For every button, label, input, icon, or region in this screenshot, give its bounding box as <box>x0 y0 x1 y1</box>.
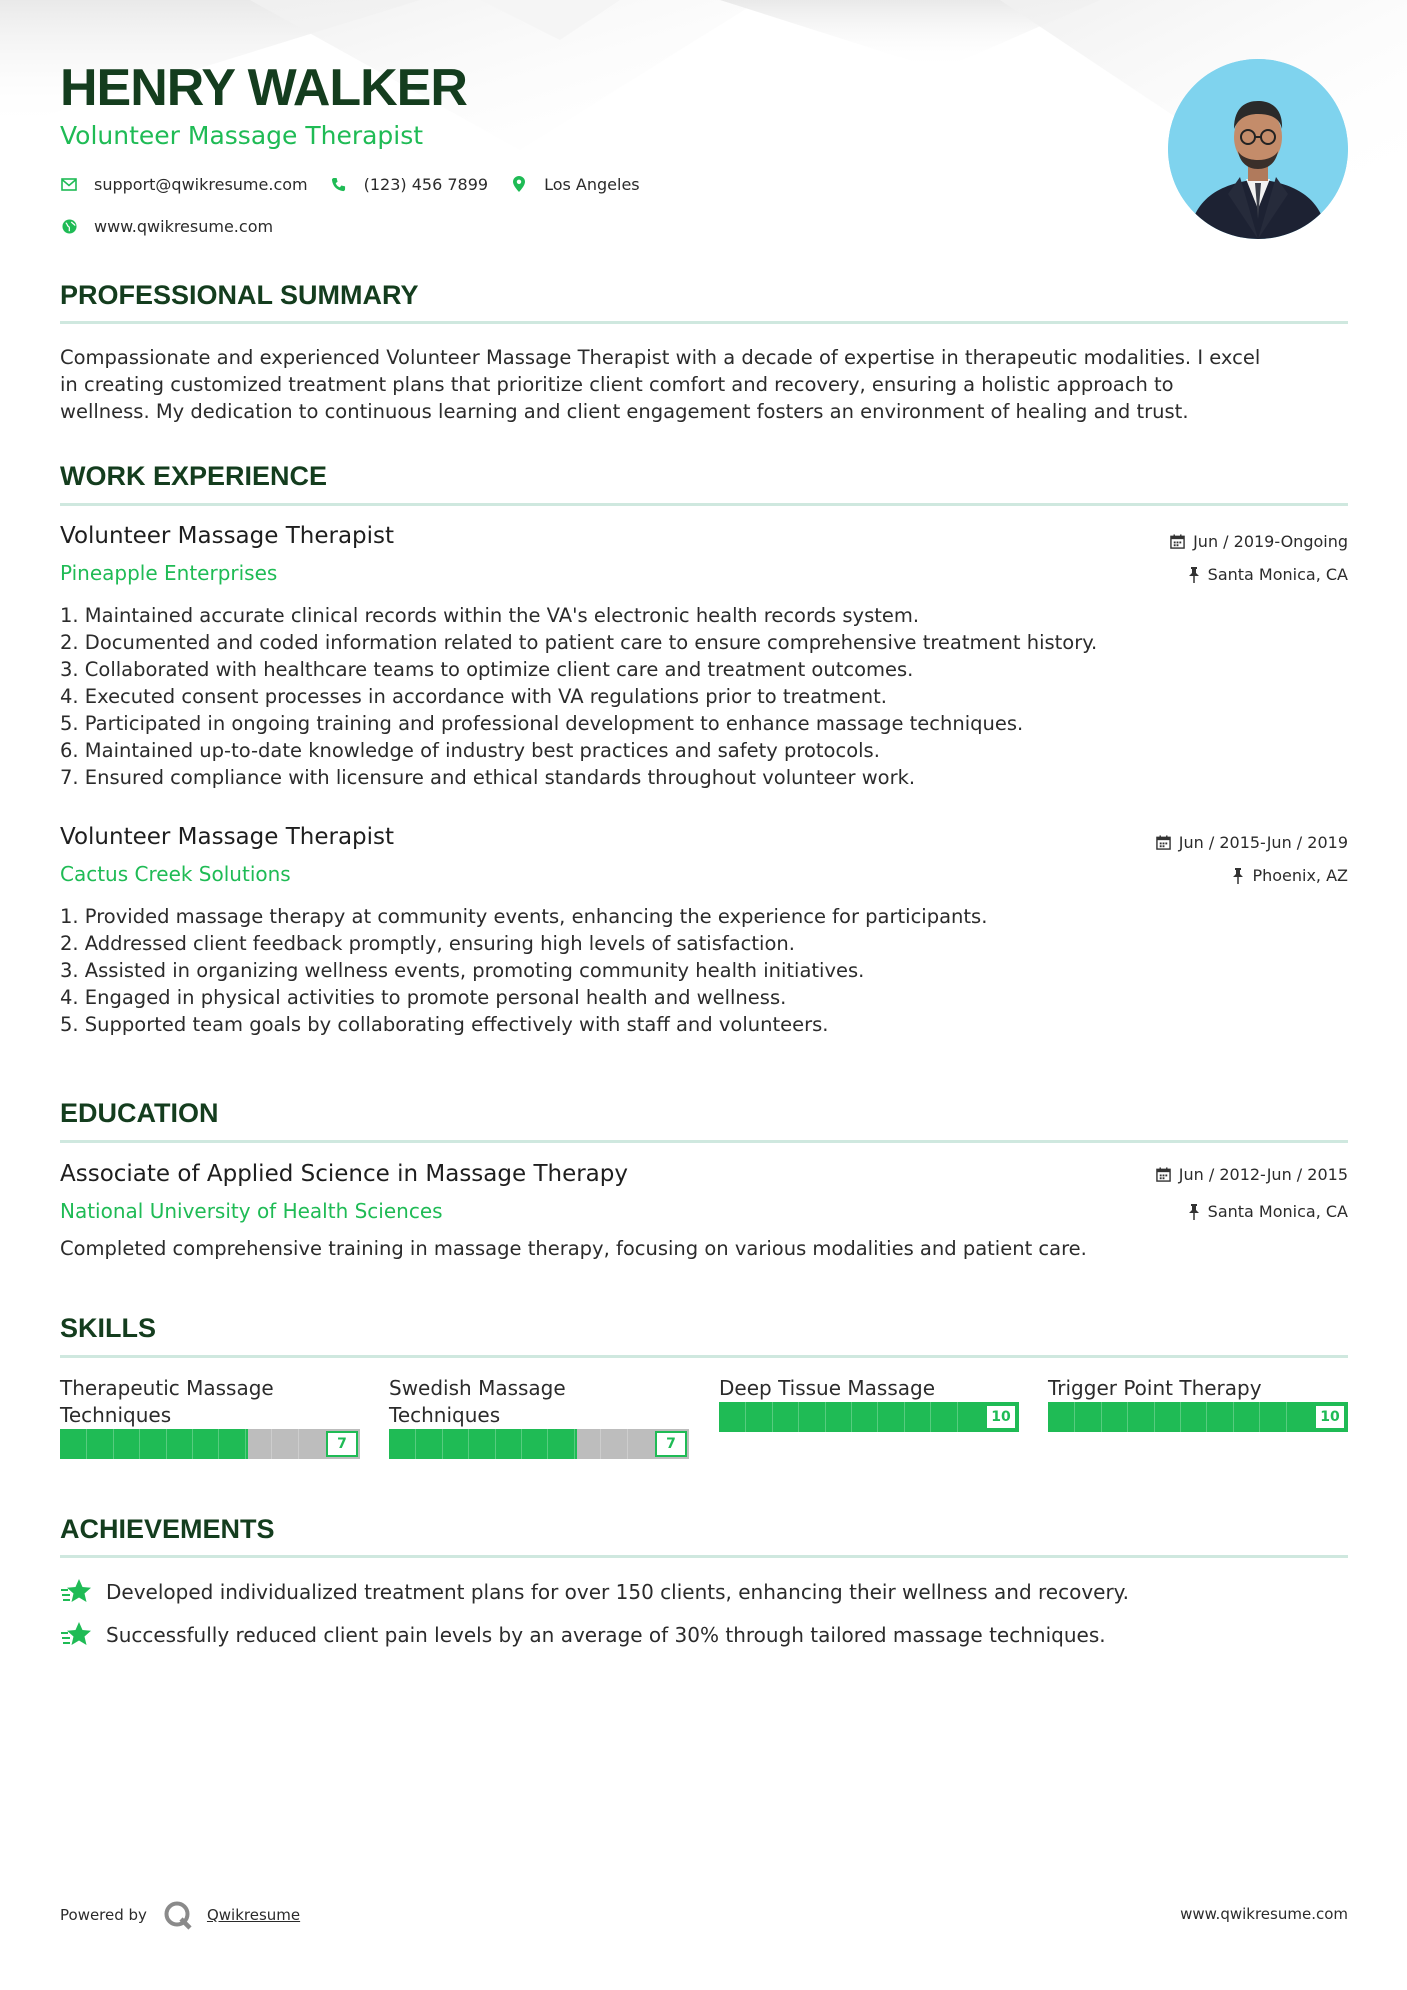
achievement-item <box>60 1576 1129 1608</box>
skill-name <box>1048 1375 1348 1402</box>
skill-bar-segment <box>1233 1402 1234 1432</box>
location-text: Santa Monica, CA <box>1207 1202 1348 1221</box>
skill-name-line: Techniques <box>60 1403 172 1427</box>
list-item: 6. Maintained up-to-date knowledge of industry best practices and safety protocols. <box>60 739 880 762</box>
header <box>60 58 467 152</box>
pushpin-icon <box>1188 567 1200 583</box>
skill-level-bar <box>389 1429 689 1459</box>
skill-bar-segment <box>745 1402 746 1432</box>
skill-bar-segment <box>442 1429 443 1459</box>
list-item: 5. Participated in ongoing training and professional development to enhance massage techniques. <box>60 712 1024 735</box>
dates-text: Jun / 2015-Jun / 2019 <box>1178 833 1348 852</box>
skill-bar-segment <box>86 1429 87 1459</box>
skill-bar-fill <box>60 1429 248 1459</box>
skill-name-line: Deep Tissue Massage <box>719 1376 936 1400</box>
skill-bar-segment <box>1101 1402 1102 1432</box>
email-text: support@qwikresume.com <box>94 174 308 194</box>
skill-bar-segment <box>1127 1402 1128 1432</box>
skill-name <box>60 1375 360 1429</box>
skill-bar-segment <box>415 1429 416 1459</box>
list-item: 2. Documented and coded information related to patient care to ensure comprehensive treatment history. <box>60 631 1098 654</box>
candidate-name: HENRY WALKER <box>60 59 467 117</box>
skill-level-bar <box>1048 1402 1348 1432</box>
section-title-summary: PROFESSIONAL SUMMARY <box>60 280 419 310</box>
section-divider <box>60 1140 1348 1143</box>
location-text: Los Angeles <box>544 174 640 194</box>
skill-bar-segment <box>798 1402 799 1432</box>
skill-bar-segment <box>904 1402 905 1432</box>
calendar-icon <box>1170 534 1185 549</box>
skill-bar-segment <box>1074 1402 1075 1432</box>
calendar-icon <box>1156 835 1171 850</box>
skill-bar-segment <box>1206 1402 1207 1432</box>
skill-bar-fill <box>389 1429 577 1459</box>
star-speed-icon <box>60 1576 92 1608</box>
skill-bar-segment <box>851 1402 852 1432</box>
skill-bar-segment <box>245 1429 246 1459</box>
phone-icon <box>330 175 348 193</box>
company-name: Pineapple Enterprises <box>60 561 278 585</box>
job-location <box>1232 866 1348 885</box>
pushpin-icon <box>1232 868 1244 884</box>
section-divider <box>60 1555 1348 1558</box>
profile-photo <box>1168 59 1348 239</box>
section-divider <box>60 321 1348 324</box>
footer-powered-by <box>60 1900 300 1930</box>
skill-bar-segment <box>1259 1402 1260 1432</box>
skill-bar-segment <box>930 1402 931 1432</box>
list-item: 2. Addressed client feedback promptly, ensuring high levels of satisfaction. <box>60 932 795 955</box>
degree-title: Associate of Applied Science in Massage Therapy <box>60 1161 628 1187</box>
skill-level-value: 10 <box>985 1404 1017 1430</box>
skill-name-line: Techniques <box>389 1403 501 1427</box>
skill-bar-segment <box>1286 1402 1287 1432</box>
pushpin-icon <box>1188 1204 1200 1220</box>
skill-name-line: Swedish Massage <box>389 1376 566 1400</box>
skill-name-line: Trigger Point Therapy <box>1048 1376 1262 1400</box>
skill-bar-segment <box>772 1402 773 1432</box>
skill-level-value: 7 <box>326 1431 358 1457</box>
footer-website[interactable]: www.qwikresume.com <box>1180 1905 1348 1923</box>
job-dates <box>1170 532 1348 551</box>
section-title-education: EDUCATION <box>60 1098 219 1128</box>
summary-line: Compassionate and experienced Volunteer Massage Therapist with a decade of expertise in therapeutic modalities. I excel <box>60 346 1261 369</box>
summary-line: wellness. My dedication to continuous learning and client engagement fosters an environment of healing and trust. <box>60 400 1189 423</box>
contact-website[interactable] <box>60 217 273 236</box>
section-title-skills: SKILLS <box>60 1313 157 1343</box>
list-item: 5. Supported team goals by collaborating effectively with staff and volunteers. <box>60 1013 829 1036</box>
summary-text <box>60 344 1350 425</box>
section-divider <box>60 1355 1348 1358</box>
skill-bar-segment <box>271 1429 272 1459</box>
school-name: National University of Health Sciences <box>60 1199 443 1223</box>
skill-bar-segment <box>166 1429 167 1459</box>
contact-info <box>60 170 662 254</box>
skill-bar-segment <box>468 1429 469 1459</box>
skill-level-bar <box>719 1402 1019 1432</box>
list-item: 1. Maintained accurate clinical records within the VA's electronic health records system. <box>60 604 920 627</box>
phone-text: (123) 456 7899 <box>363 174 489 194</box>
job-title: Volunteer Massage Therapist <box>60 523 395 549</box>
list-item: 3. Assisted in organizing wellness events, promoting community health initiatives. <box>60 959 865 982</box>
job-dates <box>1156 833 1348 852</box>
education-dates <box>1156 1165 1348 1184</box>
job-responsibilities <box>60 602 1350 791</box>
skill-level-value: 7 <box>655 1431 687 1457</box>
contact-email[interactable] <box>60 175 308 194</box>
list-item: 7. Ensured compliance with licensure and ethical standards throughout volunteer work. <box>60 766 916 789</box>
dates-text: Jun / 2019-Ongoing <box>1193 532 1348 551</box>
list-item: 3. Collaborated with healthcare teams to optimize client care and treatment outcomes. <box>60 658 914 681</box>
person-portrait-icon <box>1168 59 1348 239</box>
contact-row-1 <box>60 170 662 198</box>
dates-text: Jun / 2012-Jun / 2015 <box>1178 1165 1348 1184</box>
skill-bar-segment <box>298 1429 299 1459</box>
skill-item <box>60 1375 360 1459</box>
skill-bar-fill <box>719 1402 1019 1432</box>
skill-name <box>719 1375 1019 1402</box>
section-divider <box>60 503 1348 506</box>
candidate-title: Volunteer Massage Therapist <box>60 121 424 150</box>
skill-bar-segment <box>495 1429 496 1459</box>
skill-bar-segment <box>192 1429 193 1459</box>
skill-bar-segment <box>627 1429 628 1459</box>
job-title: Volunteer Massage Therapist <box>60 824 395 850</box>
job-responsibilities <box>60 903 1350 1038</box>
calendar-icon <box>1156 1167 1171 1182</box>
skill-level-value: 10 <box>1314 1404 1346 1430</box>
skill-bar-segment <box>600 1429 601 1459</box>
skill-bar-segment <box>218 1429 219 1459</box>
location-text: Santa Monica, CA <box>1207 565 1348 584</box>
skill-item <box>719 1375 1019 1432</box>
skill-bar-segment <box>825 1402 826 1432</box>
brand-link[interactable]: Qwikresume <box>206 1906 301 1924</box>
globe-icon <box>60 217 78 235</box>
achievement-item <box>60 1619 1106 1651</box>
skill-bar-segment <box>1180 1402 1181 1432</box>
list-item: 1. Provided massage therapy at community events, enhancing the experience for participants. <box>60 905 988 928</box>
skill-bar-segment <box>1154 1402 1155 1432</box>
skill-item <box>389 1375 689 1459</box>
skill-bar-segment <box>521 1429 522 1459</box>
star-speed-icon <box>60 1619 92 1651</box>
section-title-achievements: ACHIEVEMENTS <box>60 1514 275 1544</box>
skill-bar-segment <box>139 1429 140 1459</box>
skill-bar-fill <box>1048 1402 1348 1432</box>
list-item: 4. Executed consent processes in accordance with VA regulations prior to treatment. <box>60 685 887 708</box>
achievement-text: Developed individualized treatment plans for over 150 clients, enhancing their wellness and recovery. <box>106 1580 1130 1604</box>
website-text: www.qwikresume.com <box>94 216 274 236</box>
skill-name-line: Therapeutic Massage <box>60 1376 274 1400</box>
contact-location <box>510 175 640 194</box>
section-title-experience: WORK EXPERIENCE <box>60 461 328 491</box>
skill-bar-segment <box>547 1429 548 1459</box>
skill-bar-segment <box>877 1402 878 1432</box>
envelope-icon <box>60 175 78 193</box>
achievement-text: Successfully reduced client pain levels by an average of 30% through tailored massage techniques. <box>106 1623 1106 1647</box>
contact-phone[interactable] <box>330 175 488 194</box>
map-pin-icon <box>510 175 528 193</box>
skill-bar-segment <box>113 1429 114 1459</box>
powered-by-label: Powered by <box>60 1906 147 1924</box>
skill-level-bar <box>60 1429 360 1459</box>
skill-item <box>1048 1375 1348 1432</box>
job-location <box>1188 565 1348 584</box>
location-text: Phoenix, AZ <box>1252 866 1348 885</box>
qwikresume-logo-icon <box>163 1900 193 1930</box>
education-location <box>1188 1202 1348 1221</box>
contact-row-2 <box>60 212 662 240</box>
education-description: Completed comprehensive training in massage therapy, focusing on various modalities and patient care. <box>60 1237 1087 1260</box>
summary-line: in creating customized treatment plans that prioritize client comfort and recovery, ensuring a holistic approach to <box>60 373 1174 396</box>
skill-name <box>389 1375 689 1429</box>
list-item: 4. Engaged in physical activities to promote personal health and wellness. <box>60 986 787 1009</box>
skill-bar-segment <box>574 1429 575 1459</box>
skill-bar-segment <box>957 1402 958 1432</box>
company-name: Cactus Creek Solutions <box>60 862 291 886</box>
